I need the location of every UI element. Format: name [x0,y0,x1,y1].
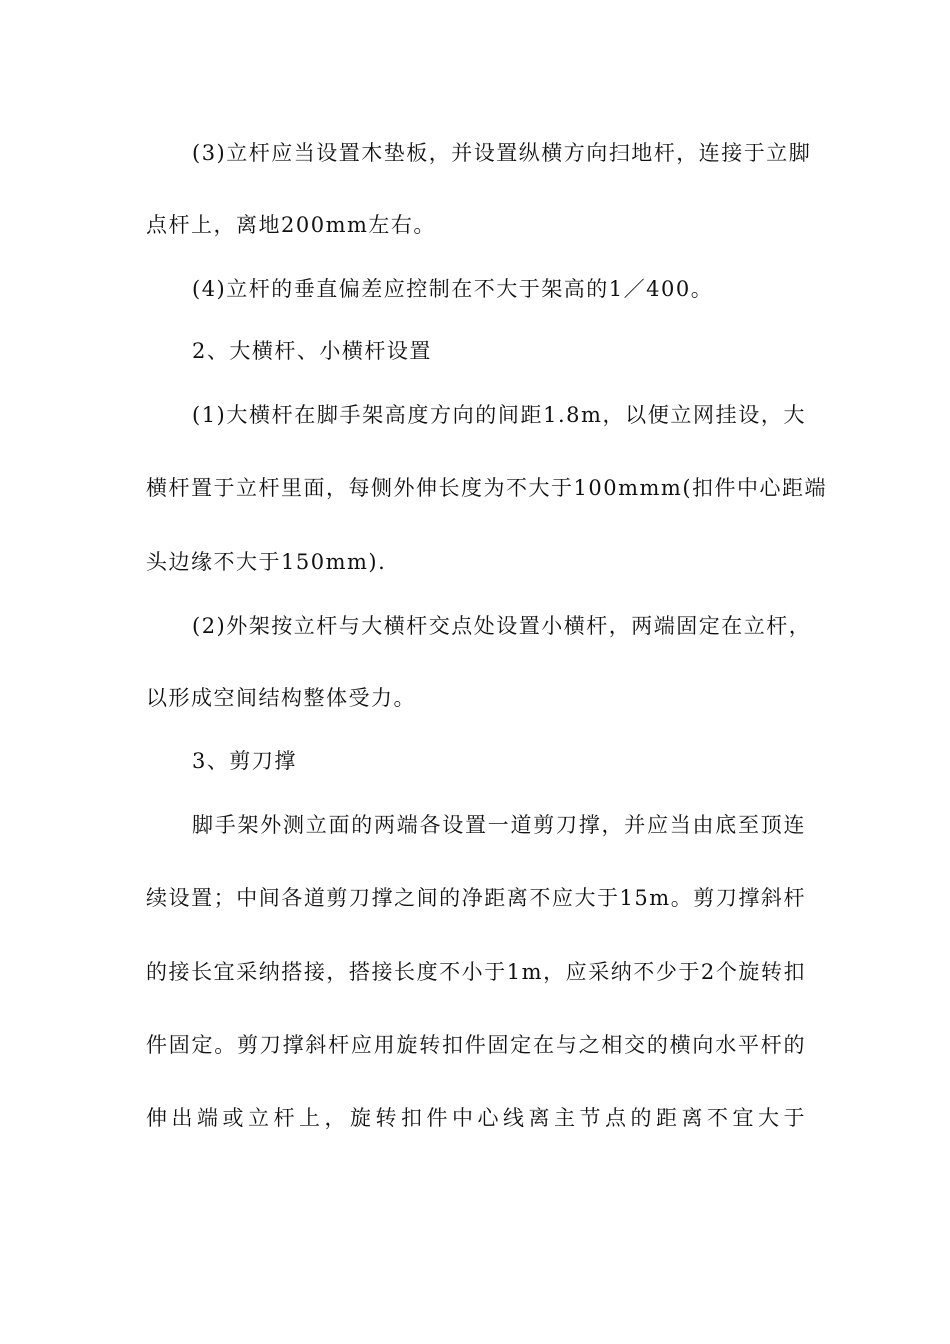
paragraph-3-line-1: (3)立杆应当设置木垫板，并设置纵横方向扫地杆，连接于立脚 [192,141,812,165]
paragraph-1-line-3: 头边缘不大于150mm). [146,550,387,574]
scissor-brace-line-3: 的接长宜采纳搭接，搭接长度不小于1m，应采纳不少于2个旋转扣 [146,960,806,984]
scissor-brace-line-5: 伸出端或立杆上，旋转扣件中心线离主节点的距离不宜大于 [146,1106,806,1130]
scissor-brace-line-1: 脚手架外测立面的两端各设置一道剪刀撑，并应当由底至顶连 [192,813,806,837]
scissor-brace-line-4: 件固定。剪刀撑斜杆应用旋转扣件固定在与之相交的横向水平杆的 [146,1033,806,1057]
paragraph-2-line-2: 以形成空间结构整体受力。 [146,686,416,710]
paragraph-2-line-1: (2)外架按立杆与大横杆交点处设置小横杆，两端固定在立杆， [192,614,812,638]
section-2-heading: 2、大横杆、小横杆设置 [192,339,432,363]
scissor-brace-line-2: 续设置；中间各道剪刀撑之间的净距离不应大于15m。剪刀撑斜杆 [146,886,806,910]
paragraph-4-line-1: (4)立杆的垂直偏差应控制在不大于架高的1／400。 [192,277,714,301]
paragraph-1-line-1: (1)大横杆在脚手架高度方向的间距1.8m，以便立网挂设，大 [192,403,806,427]
paragraph-3-line-2: 点杆上，离地200mm左右。 [146,213,436,237]
paragraph-1-line-2: 横杆置于立杆里面，每侧外伸长度为不大于100mmm(扣件中心距端 [146,476,828,500]
section-3-heading: 3、剪刀撑 [192,749,297,773]
